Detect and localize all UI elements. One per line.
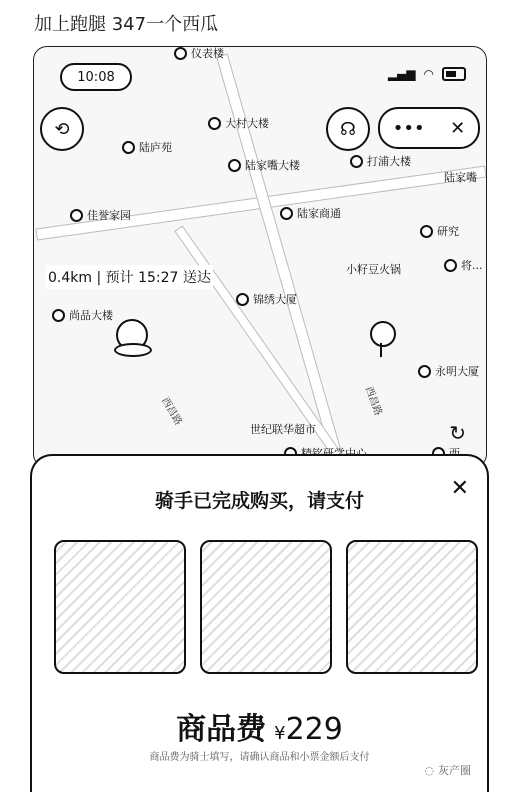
headset-icon: ☊ <box>340 118 356 140</box>
poi: 尚品大楼 <box>52 307 113 323</box>
destination-marker-stem <box>380 343 382 357</box>
close-icon[interactable]: ✕ <box>450 117 466 139</box>
poi: 佳誉家园 <box>70 207 131 223</box>
poi: 陆家嘴大楼 <box>228 157 300 173</box>
eta-text: 0.4km | 预计 15:27 送达 <box>46 265 213 289</box>
wifi-icon: ◠ <box>423 67 434 81</box>
fee-amount: 229 <box>285 712 343 747</box>
poi: 陆家商通 <box>280 205 341 221</box>
more-close-pill[interactable] <box>378 107 480 149</box>
poi: 锦绣大厦 <box>236 291 297 307</box>
receipt-photo[interactable] <box>200 540 332 674</box>
receipt-photo[interactable] <box>346 540 478 674</box>
more-icon[interactable]: ••• <box>392 117 425 139</box>
fee-display <box>32 704 487 748</box>
back-icon: ⟲ <box>54 118 70 140</box>
poi: 仪表楼 <box>174 46 224 61</box>
customer-service-button[interactable] <box>326 107 370 151</box>
poi: 小籽豆火锅 <box>346 263 401 276</box>
poi: 打浦大楼 <box>350 153 411 169</box>
payment-sheet <box>30 454 489 792</box>
poi: 陆庐苑 <box>122 139 172 155</box>
watermark-text: 灰产圈 <box>438 764 471 777</box>
poi: 世纪联华超市 <box>250 423 316 436</box>
poi: 永明大厦 <box>418 363 479 379</box>
status-time: 10:08 <box>60 63 132 91</box>
back-button[interactable] <box>40 107 84 151</box>
destination-marker[interactable] <box>370 321 396 347</box>
fee-note: 商品费为骑士填写，请确认商品和小票金额后支付 <box>149 752 370 763</box>
watermark <box>424 762 471 778</box>
wechat-icon: ◌ <box>424 763 434 777</box>
currency-symbol: ¥ <box>274 723 286 744</box>
caption-text: 加上跑腿 347一个西瓜 <box>34 14 219 35</box>
poi: 陆家嘴 <box>444 171 477 184</box>
close-sheet-icon[interactable]: ✕ <box>450 476 469 501</box>
street-label: 西昌路 <box>159 395 184 428</box>
status-icons <box>388 67 466 81</box>
receipt-photo[interactable] <box>54 540 186 674</box>
receipt-photos <box>54 540 478 674</box>
poi: 大村大楼 <box>208 115 269 131</box>
street-label: 西昌路 <box>362 385 384 418</box>
map-view[interactable] <box>33 46 487 468</box>
poi: 将... <box>444 257 483 273</box>
refresh-icon[interactable]: ↻ <box>449 421 466 445</box>
rider-marker-base <box>114 343 152 357</box>
sheet-title: 骑手已完成购买，请支付 <box>154 490 364 512</box>
fee-label: 商品费 <box>176 712 267 747</box>
battery-icon <box>442 67 466 81</box>
poi: 研究 <box>420 223 459 239</box>
signal-icon: ▂▄▆ <box>387 67 416 81</box>
